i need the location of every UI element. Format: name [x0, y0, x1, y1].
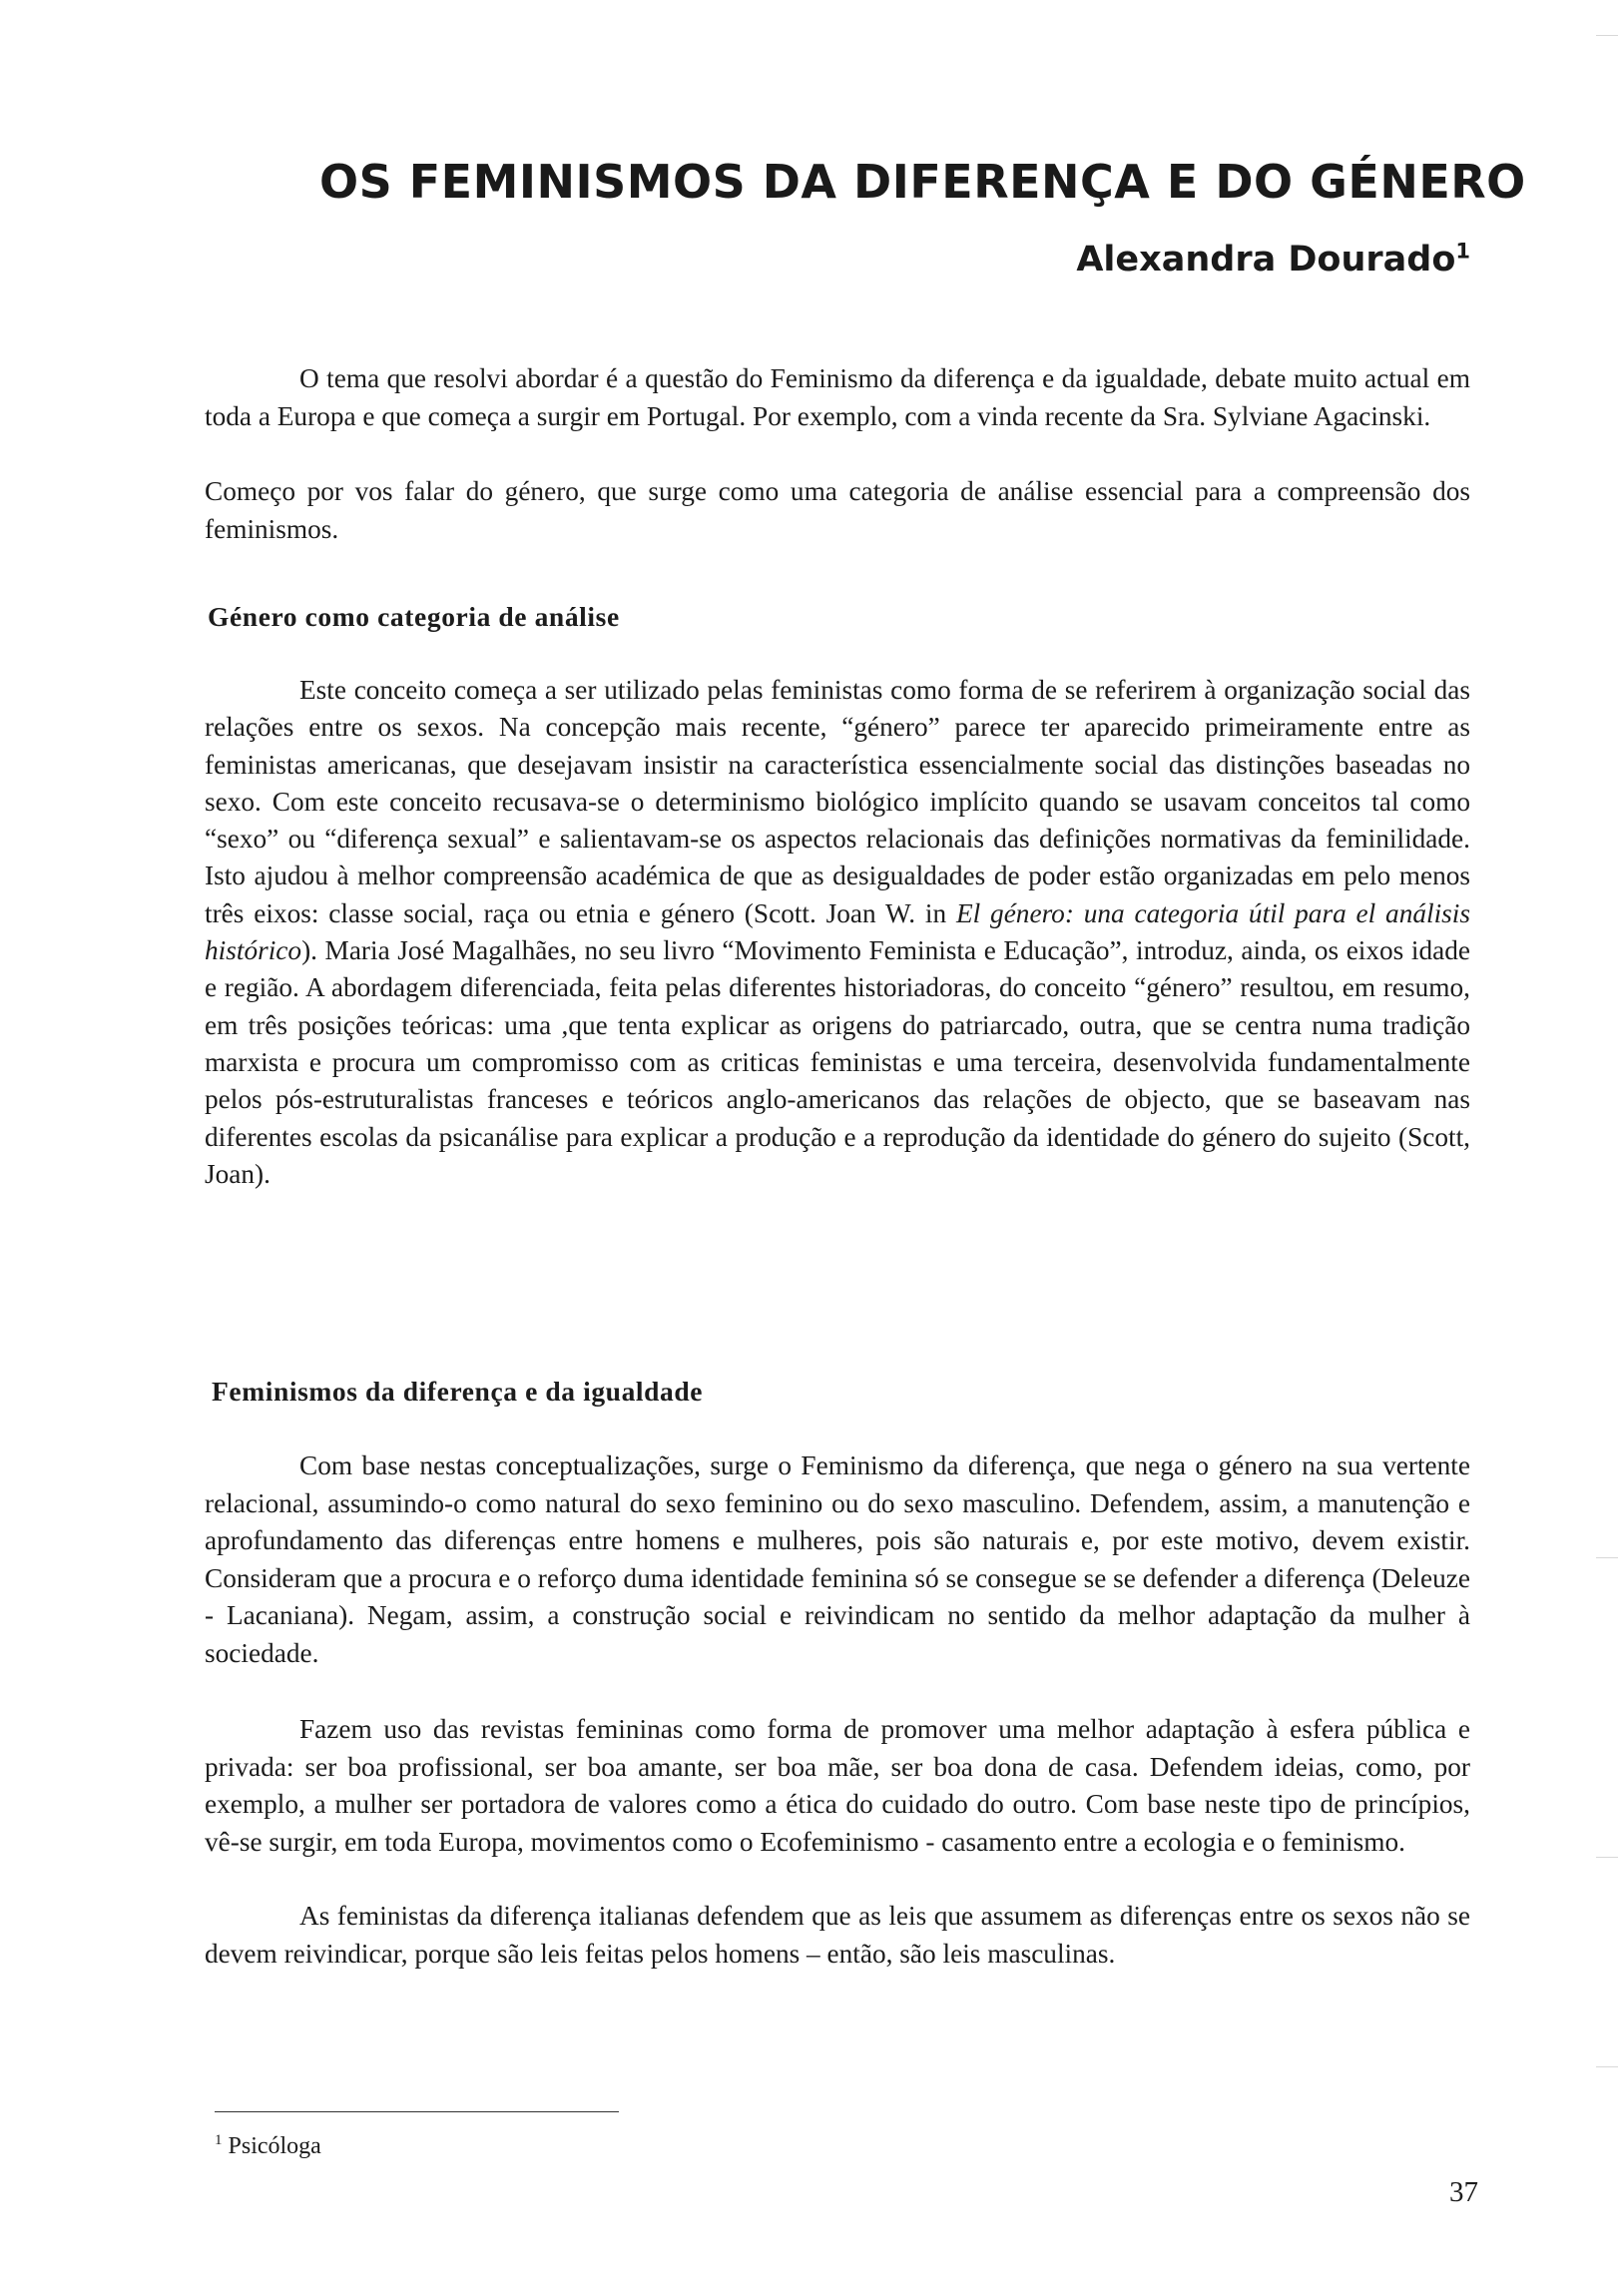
section2-paragraph-2: Fazem uso das revistas femininas como forma de promover uma melhor adaptação à esfera pública e privada: ser boa profissional, ser boa amante, ser boa mãe, ser boa dona de casa. Defendem ideias, como, por exemplo, a mulher ser portadora de valores como a ética do cuidado do outro. Com base neste tipo de princípios, vê-se surgir, em toda Europa, movimentos como o Ecofeminismo - casamento entre a ecologia e o feminismo.: [205, 1714, 1470, 1857]
scan-edge-mark: [1596, 1857, 1618, 1858]
section1-paragraph: [205, 672, 1470, 1193]
scan-edge-mark: [1596, 2066, 1618, 2067]
footnote: [215, 2133, 321, 2160]
cited-book-title: El género: una categoria útil para el análisis histórico: [205, 897, 1470, 966]
intro-paragraph-2: Começo por vos falar do género, que surge como uma categoria de análise essencial para a compreensão dos feminismos.: [205, 476, 1470, 544]
author-footnote-ref: 1: [1455, 239, 1470, 264]
scan-edge-mark: [1596, 35, 1618, 36]
section2-paragraph-3: As feministas da diferença italianas defendem que as leis que assumem as diferenças entre os sexos não se devem reivindicar, porque são leis feitas pelos homens – então, são leis masculinas.: [205, 1901, 1470, 1969]
footnote-marker: 1: [215, 2132, 223, 2148]
scan-edge-mark: [1596, 1557, 1618, 1558]
article-title: OS FEMINISMOS DA DIFERENÇA E DO GÉNERO: [319, 155, 1526, 209]
author-name: [1076, 240, 1470, 280]
section-heading-feminismos: Feminismos da diferença e da igualdade: [212, 1376, 704, 1407]
section-heading-genero: Género como categoria de análise: [208, 601, 620, 632]
page-number: 37: [1449, 2176, 1478, 2208]
section1-text-part-1: Este conceito começa a ser utilizado pelas feministas como forma de se referirem à organização social das relações entre os sexos. Na concepção mais recente, “género” parece ter aparecido primeiramente entre as feministas americanas, que desejavam insistir na característica essencialmente social das distinções baseadas no sexo. Com este conceito recusava-se o determinismo biológico implícito quando se usavam conceitos tal como “sexo” ou “diferença sexual” e salientavam-se os aspectos relacionais das definições normativas da feminilidade. Isto ajudou à melhor compreensão académica de que as desigualdades de poder estão organizadas em pelo menos três eixos: classe social, raça ou etnia e género (Scott. Joan W. in: [205, 675, 1470, 928]
intro-paragraph-1: O tema que resolvi abordar é a questão do Feminismo da diferença e da igualdade, debate muito actual em toda a Europa e que começa a surgir em Portugal. Por exemplo, com a vinda recente da Sra. Sylviane Agacinski.: [205, 363, 1470, 431]
footnote-text: Psicóloga: [228, 2133, 321, 2159]
footnote-divider: [215, 2111, 619, 2112]
section1-text-part-2: ). Maria José Magalhães, no seu livro “Movimento Feminista e Educação”, introduz, ainda, os eixos idade e região. A abordagem diferenciada, feita pelas diferentes historiadoras, do conceito “género” resultou, em resumo, em três posições teóricas: uma ,que tenta explicar as origens do patriarcado, outra, que se centra numa tradição marxista e procura um compromisso com as criticas feministas e uma terceira, desenvolvida fundamentalmente pelos pós-estruturalistas franceses e teóricos anglo-americanos das relações de objecto, que se baseavam nas diferentes escolas da psicanálise para explicar a produção e a reprodução da identidade do género do sujeito (Scott, Joan).: [205, 935, 1470, 1189]
author-name-text: Alexandra Dourado: [1076, 240, 1456, 280]
section2-paragraph-1: Com base nestas conceptualizações, surge o Feminismo da diferença, que nega o género na sua vertente relacional, assumindo-o como natural do sexo feminino ou do sexo masculino. Defendem, assim, a manutenção e aprofundamento das diferenças entre homens e mulheres, pois são naturais e, por este motivo, devem existir. Consideram que a procura e o reforço duma identidade feminina só se consegue se se defender a diferença (Deleuze - Lacaniana). Negam, assim, a construção social e reivindicam no sentido da melhor adaptação da mulher à sociedade.: [205, 1450, 1470, 1668]
